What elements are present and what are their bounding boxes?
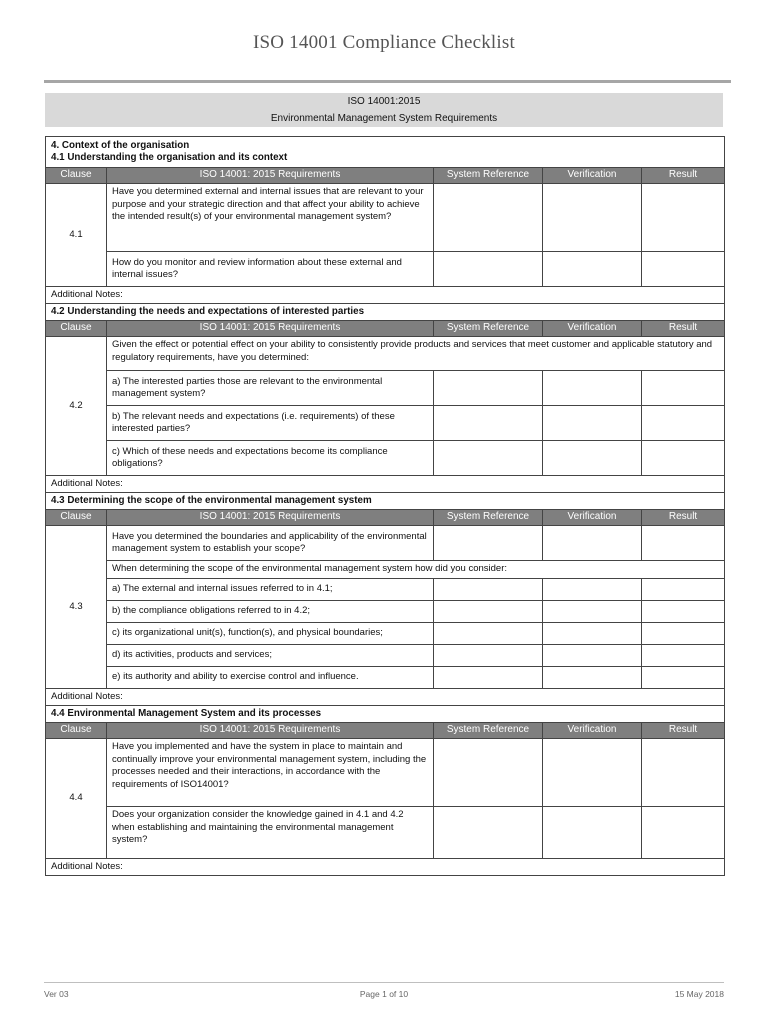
- system-reference-cell[interactable]: [434, 441, 543, 476]
- section-row: [46, 493, 725, 510]
- notes-row: [46, 476, 725, 493]
- verification-header: Verification: [543, 321, 642, 337]
- verification-cell[interactable]: [543, 645, 642, 667]
- clause-header: Clause: [46, 321, 107, 337]
- requirement-question: Have you determined the boundaries and applicability of the environmental management system to establish your scope?: [107, 526, 434, 561]
- section-heading: 4. Context of the organisation: [51, 139, 190, 151]
- requirements-header: ISO 14001: 2015 Requirements: [107, 510, 434, 526]
- verification-cell[interactable]: [543, 601, 642, 623]
- question-row: [46, 406, 725, 441]
- verification-cell[interactable]: [543, 739, 642, 807]
- system-reference-header: System Reference: [434, 168, 543, 184]
- section-subheading: 4.1 Understanding the organisation and its context: [51, 152, 288, 163]
- system-reference-cell[interactable]: [434, 371, 543, 406]
- result-header: Result: [642, 723, 725, 739]
- question-row: [46, 667, 725, 689]
- result-cell[interactable]: [642, 807, 725, 859]
- system-reference-header: System Reference: [434, 510, 543, 526]
- question-row: [46, 601, 725, 623]
- result-cell[interactable]: [642, 526, 725, 561]
- section-heading-cell: [46, 137, 725, 168]
- additional-notes[interactable]: Additional Notes:: [46, 689, 725, 706]
- clause-number: 4.1: [46, 184, 107, 287]
- result-header: Result: [642, 168, 725, 184]
- clause-header: Clause: [46, 510, 107, 526]
- requirement-item: a) The external and internal issues referred to in 4.1;: [107, 579, 434, 601]
- requirement-item: b) the compliance obligations referred to in 4.2;: [107, 601, 434, 623]
- requirement-question: b) The relevant needs and expectations (i.e. requirements) of these interested parties?: [107, 406, 434, 441]
- system-reference-cell[interactable]: [434, 645, 543, 667]
- verification-cell[interactable]: [543, 441, 642, 476]
- verification-cell[interactable]: [543, 252, 642, 287]
- system-reference-cell[interactable]: [434, 184, 543, 252]
- question-row: [46, 252, 725, 287]
- footer-date: 15 May 2018: [674, 989, 724, 999]
- result-cell[interactable]: [642, 579, 725, 601]
- question-row: [46, 526, 725, 561]
- system-reference-cell[interactable]: [434, 739, 543, 807]
- verification-cell[interactable]: [543, 579, 642, 601]
- result-cell[interactable]: [642, 601, 725, 623]
- notes-row: [46, 287, 725, 304]
- verification-header: Verification: [543, 723, 642, 739]
- intro-row: [46, 337, 725, 371]
- additional-notes[interactable]: Additional Notes:: [46, 476, 725, 493]
- title-divider: [44, 80, 731, 83]
- result-header: Result: [642, 510, 725, 526]
- system-reference-cell[interactable]: [434, 526, 543, 561]
- column-header-row: [46, 723, 725, 739]
- question-row: [46, 739, 725, 807]
- compliance-checklist-table: [45, 136, 725, 876]
- requirement-intro: When determining the scope of the environmental management system how did you consider:: [107, 561, 725, 579]
- requirements-header: ISO 14001: 2015 Requirements: [107, 723, 434, 739]
- column-header-row: [46, 321, 725, 337]
- verification-cell[interactable]: [543, 371, 642, 406]
- standard-subtitle: Environmental Management System Requirements: [270, 113, 498, 124]
- notes-row: [46, 859, 725, 876]
- standard-header: [45, 93, 723, 127]
- footer-page-number: Page 1 of 10: [359, 989, 409, 999]
- additional-notes[interactable]: Additional Notes:: [46, 859, 725, 876]
- verification-header: Verification: [543, 510, 642, 526]
- requirement-question: a) The interested parties those are relevant to the environmental management system?: [107, 371, 434, 406]
- requirement-item: d) its activities, products and services;: [107, 645, 434, 667]
- section-row: [46, 137, 725, 168]
- question-row: [46, 645, 725, 667]
- section-heading: 4.3 Determining the scope of the environmental management system: [46, 493, 725, 510]
- system-reference-cell[interactable]: [434, 667, 543, 689]
- clause-number: 4.4: [46, 739, 107, 859]
- question-row: [46, 371, 725, 406]
- verification-cell[interactable]: [543, 623, 642, 645]
- requirement-item: c) its organizational unit(s), function(s), and physical boundaries;: [107, 623, 434, 645]
- requirement-question: c) Which of these needs and expectations become its compliance obligations?: [107, 441, 434, 476]
- column-header-row: [46, 168, 725, 184]
- result-cell[interactable]: [642, 371, 725, 406]
- notes-row: [46, 689, 725, 706]
- requirements-header: ISO 14001: 2015 Requirements: [107, 168, 434, 184]
- system-reference-header: System Reference: [434, 723, 543, 739]
- verification-cell[interactable]: [543, 526, 642, 561]
- column-header-row: [46, 510, 725, 526]
- result-cell[interactable]: [642, 184, 725, 252]
- question-row: [46, 623, 725, 645]
- verification-cell[interactable]: [543, 184, 642, 252]
- additional-notes[interactable]: Additional Notes:: [46, 287, 725, 304]
- standard-title: ISO 14001:2015: [347, 96, 421, 107]
- section-row: [46, 706, 725, 723]
- clause-header: Clause: [46, 723, 107, 739]
- question-row: [46, 441, 725, 476]
- requirement-intro: Given the effect or potential effect on your ability to consistently provide products and services that meet customer and applicable statutory and regulatory requirements, have you determined:: [107, 337, 725, 371]
- system-reference-cell[interactable]: [434, 623, 543, 645]
- verification-cell[interactable]: [543, 406, 642, 441]
- system-reference-cell[interactable]: [434, 252, 543, 287]
- requirements-header: ISO 14001: 2015 Requirements: [107, 321, 434, 337]
- system-reference-cell[interactable]: [434, 601, 543, 623]
- system-reference-cell[interactable]: [434, 807, 543, 859]
- footer-version: Ver 03: [44, 989, 69, 999]
- section-heading: 4.4 Environmental Management System and its processes: [46, 706, 725, 723]
- clause-header: Clause: [46, 168, 107, 184]
- result-cell[interactable]: [642, 441, 725, 476]
- verification-header: Verification: [543, 168, 642, 184]
- document-title: ISO 14001 Compliance Checklist: [253, 32, 515, 53]
- result-cell[interactable]: [642, 623, 725, 645]
- question-row: [46, 579, 725, 601]
- requirement-item: e) its authority and ability to exercise control and influence.: [107, 667, 434, 689]
- requirement-question: How do you monitor and review information about these external and internal issues?: [107, 252, 434, 287]
- question-row: [46, 807, 725, 859]
- verification-cell[interactable]: [543, 807, 642, 859]
- footer-divider: [44, 982, 724, 983]
- result-cell[interactable]: [642, 406, 725, 441]
- system-reference-cell[interactable]: [434, 579, 543, 601]
- clause-number: 4.2: [46, 337, 107, 476]
- requirement-question: Does your organization consider the knowledge gained in 4.1 and 4.2 when establishing and maintaining the environmental management system?: [107, 807, 434, 859]
- question-row: [46, 184, 725, 252]
- verification-cell[interactable]: [543, 667, 642, 689]
- section-heading: 4.2 Understanding the needs and expectations of interested parties: [46, 304, 725, 321]
- result-cell[interactable]: [642, 252, 725, 287]
- system-reference-header: System Reference: [434, 321, 543, 337]
- requirement-question: Have you implemented and have the system in place to maintain and continually improve your environmental management system, including the processes needed and their interactions, in accordance with the requirements of ISO14001?: [107, 739, 434, 807]
- result-cell[interactable]: [642, 739, 725, 807]
- intro-row: [46, 561, 725, 579]
- clause-number: 4.3: [46, 526, 107, 689]
- result-cell[interactable]: [642, 645, 725, 667]
- result-header: Result: [642, 321, 725, 337]
- requirement-question: Have you determined external and internal issues that are relevant to your purpose and your strategic direction and that affect your ability to achieve the intended result(s) of your environmental management system?: [107, 184, 434, 252]
- system-reference-cell[interactable]: [434, 406, 543, 441]
- section-row: [46, 304, 725, 321]
- result-cell[interactable]: [642, 667, 725, 689]
